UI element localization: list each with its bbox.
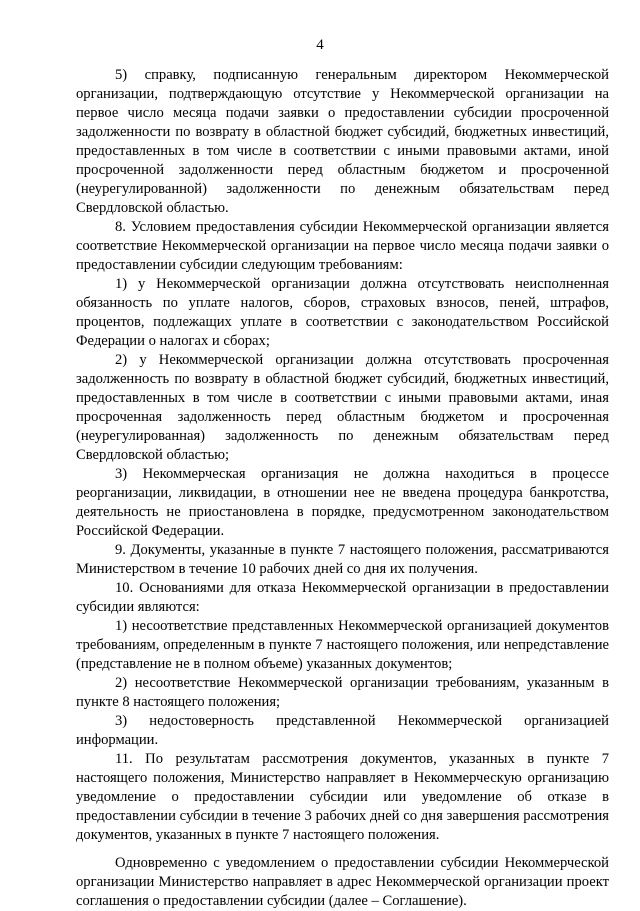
page-number: 4 — [316, 37, 324, 53]
paragraph-requirement-3-reorganization: 3) Некоммерческая организация не должна находиться в процессе реорганизации, ликвидации, в отношении нее не введена процедура банкротства, деятельность не приостановлена в порядке, предусмотренном законодательством Российской Федерации. — [76, 466, 609, 539]
document-body — [76, 66, 609, 911]
paragraph-agreement-draft: Одновременно с уведомлением о предоставлении субсидии Некоммерческой организации Министерство направляет в адрес Некоммерческой организации проект соглашения о предоставлении субсидии (далее – Соглашение). — [76, 855, 609, 909]
paragraph-requirement-1-taxes: 1) у Некоммерческой организации должна отсутствовать неисполненная обязанность по уплате налогов, сборов, страховых взносов, пеней, штрафов, процентов, подлежащих уплате в соответствии с законодательством Российской Федерации о налогах и сборах; — [76, 276, 609, 349]
paragraph-section-9-review: 9. Документы, указанные в пункте 7 настоящего положения, рассматриваются Министерством в течение 10 рабочих дней со дня их получения. — [76, 542, 609, 577]
paragraph-section-8-conditions: 8. Условием предоставления субсидии Некоммерческой организации является соответствие Некоммерческой организации на первое число месяца подачи заявки о предоставлении субсидии следующим требованиям: — [76, 219, 609, 273]
paragraph-section-11-notification: 11. По результатам рассмотрения документов, указанных в пункте 7 настоящего положения, Министерство направляет в Некоммерческую организацию уведомление о предоставлении субсидии или уведомление об отказе в предоставлении субсидии в течение 3 рабочих дней со дня завершения рассмотрения документов, указанных в пункте 7 настоящего положения. — [76, 751, 609, 843]
paragraph-item-5-certificate: 5) справку, подписанную генеральным директором Некоммерческой организации, подтверждающую отсутствие у Некоммерческой организации на первое число месяца подачи заявки о предоставлении субсидии просроченной задолженности по возврату в областной бюджет субсидий, бюджетных инвестиций, предоставленных в том числе в соответствии с иными правовыми актами, иной просроченной задолженности перед областным бюджетом и просроченной (неурегулированной) задолженности по денежным обязательствам перед Свердловской областью. — [76, 67, 609, 216]
paragraph-section-10-refusal-grounds: 10. Основаниями для отказа Некоммерческой организации в предоставлении субсидии являются: — [76, 580, 609, 615]
paragraph-refusal-1-documents: 1) несоответствие представленных Некоммерческой организацией документов требованиям, определенным в пункте 7 настоящего положения, или непредставление (представление не в полном объеме) указанных документов; — [76, 618, 609, 672]
paragraph-requirement-2-debts: 2) у Некоммерческой организации должна отсутствовать просроченная задолженность по возврату в областной бюджет субсидий, бюджетных инвестиций, предоставленных в том числе в соответствии с иными правовыми актами, иная просроченная задолженность перед областным бюджетом и просроченная (неурегулированная) задолженность по денежным обязательствам перед Свердловской областью; — [76, 352, 609, 463]
paragraph-refusal-2-requirements: 2) несоответствие Некоммерческой организации требованиям, указанным в пункте 8 настоящего положения; — [76, 675, 609, 710]
paragraph-refusal-3-information: 3) недостоверность представленной Некоммерческой организацией информации. — [76, 713, 609, 748]
